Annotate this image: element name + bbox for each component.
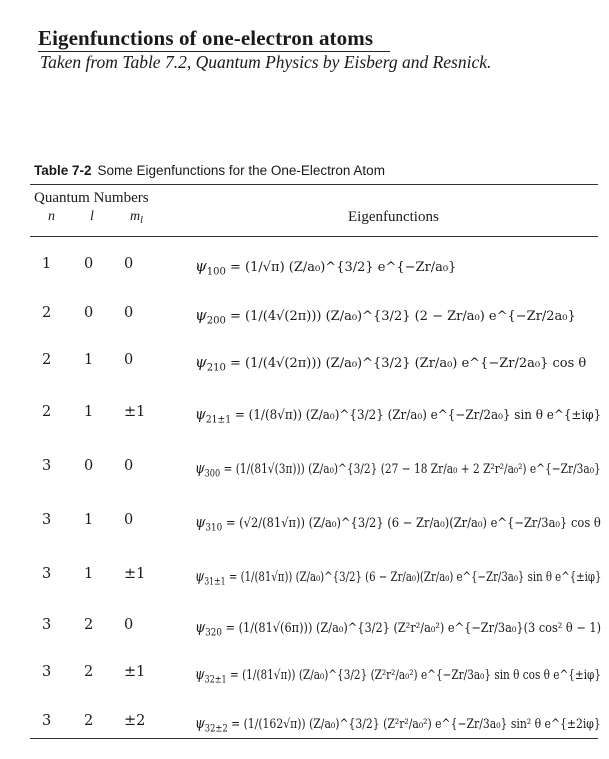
cell-ml: 0 xyxy=(124,617,134,633)
eigenfunction-formula xyxy=(195,567,601,588)
eigenfunction-formula xyxy=(195,353,586,374)
psi-symbol: ψ xyxy=(195,665,205,683)
psi-symbol: ψ xyxy=(195,618,206,636)
psi-subscript: 100 xyxy=(206,266,226,278)
column-header-m: m xyxy=(130,209,141,224)
table-bottom-rule xyxy=(30,738,598,739)
formula-expression: = (1/(4√(2π))) (Z/a₀)^{3/2} (2 − Zr/a₀) e^{−Zr/2a₀} xyxy=(230,309,576,324)
cell-l: 2 xyxy=(84,664,94,680)
eigenfunction-formula xyxy=(195,513,601,534)
cell-ml: 0 xyxy=(124,352,134,368)
psi-symbol: ψ xyxy=(195,513,206,531)
quantum-numbers-header: Quantum Numbers xyxy=(34,190,149,206)
formula-expression: = (1/(81√(6π))) (Z/a₀)^{3/2} (Z²r²/a₀²) e^{−Zr/3a₀}(3 cos² θ − 1) xyxy=(225,621,602,636)
psi-subscript: 32±2 xyxy=(204,723,228,735)
psi-subscript: 300 xyxy=(204,468,221,480)
cell-n: 3 xyxy=(42,512,52,528)
cell-n: 2 xyxy=(42,352,52,368)
formula-expression: = (1/(8√π)) (Z/a₀)^{3/2} (Zr/a₀) e^{−Zr/2a₀} sin θ e^{±iφ} xyxy=(234,408,602,423)
column-header-eigenfunctions: Eigenfunctions xyxy=(348,209,439,225)
cell-l: 1 xyxy=(84,512,94,528)
eigenfunction-formula xyxy=(195,714,601,735)
cell-l: 1 xyxy=(84,404,94,420)
psi-subscript: 320 xyxy=(205,627,222,639)
psi-subscript: 21±1 xyxy=(205,414,232,426)
cell-n: 3 xyxy=(42,617,52,633)
eigenfunction-formula xyxy=(195,257,456,278)
cell-ml: 0 xyxy=(124,458,134,474)
cell-ml: 0 xyxy=(124,512,134,528)
cell-l: 0 xyxy=(84,305,94,321)
psi-symbol: ψ xyxy=(195,306,207,324)
eigenfunction-formula xyxy=(195,618,601,639)
cell-l: 0 xyxy=(84,458,94,474)
formula-expression: = (1/(81√π)) (Z/a₀)^{3/2} (6 − Zr/a₀)(Zr/a₀) e^{−Zr/3a₀} sin θ e^{±iφ} xyxy=(228,570,602,585)
cell-n: 3 xyxy=(42,458,52,474)
cell-ml: 0 xyxy=(124,305,134,321)
cell-ml: 0 xyxy=(124,256,134,272)
table-top-rule xyxy=(30,184,598,185)
psi-subscript: 310 xyxy=(205,522,223,534)
eigenfunction-formula xyxy=(195,405,601,426)
cell-l: 2 xyxy=(84,617,94,633)
psi-symbol: ψ xyxy=(195,714,205,732)
cell-ml: ±1 xyxy=(124,404,146,420)
cell-n: 3 xyxy=(42,566,52,582)
table-caption-text: Some Eigenfunctions for the One-Electron Atom xyxy=(97,163,385,178)
cell-ml: ±1 xyxy=(124,566,146,582)
psi-symbol: ψ xyxy=(195,567,205,585)
cell-l: 1 xyxy=(84,566,94,582)
cell-n: 2 xyxy=(42,305,52,321)
cell-n: 1 xyxy=(42,256,52,272)
psi-subscript: 200 xyxy=(206,315,226,327)
cell-ml: ±2 xyxy=(124,713,146,729)
formula-expression: = (1/√π) (Z/a₀)^{3/2} e^{−Zr/a₀} xyxy=(230,260,457,275)
cell-n: 3 xyxy=(42,713,52,729)
formula-expression: = (√2/(81√π)) (Z/a₀)^{3/2} (6 − Zr/a₀)(Zr/a₀) e^{−Zr/3a₀} cos θ xyxy=(225,516,601,531)
psi-symbol: ψ xyxy=(195,257,207,275)
formula-expression: = (1/(162√π)) (Z/a₀)^{3/2} (Z²r²/a₀²) e^{−Zr/3a₀} sin² θ e^{±2iφ} xyxy=(231,717,601,732)
table-number: Table 7-2 xyxy=(34,163,92,178)
page-title: Eigenfunctions of one-electron atoms xyxy=(38,26,374,50)
eigenfunction-formula xyxy=(195,665,601,686)
table-header-rule xyxy=(30,236,598,237)
source-citation: Taken from Table 7.2, Quantum Physics by Eisberg and Resnick. xyxy=(40,52,492,72)
eigenfunction-formula xyxy=(195,306,576,327)
cell-l: 1 xyxy=(84,352,94,368)
column-header-m-sub: l xyxy=(140,215,143,226)
cell-n: 3 xyxy=(42,664,52,680)
column-header-n: n xyxy=(48,209,55,224)
psi-symbol: ψ xyxy=(195,405,206,423)
eigenfunction-formula xyxy=(195,459,601,480)
cell-ml: ±1 xyxy=(124,664,146,680)
cell-n: 2 xyxy=(42,404,52,420)
psi-symbol: ψ xyxy=(195,459,205,477)
cell-l: 0 xyxy=(84,256,94,272)
table-caption xyxy=(34,163,385,178)
formula-expression: = (1/(81√π)) (Z/a₀)^{3/2} (Z²r²/a₀²) e^{−Zr/3a₀} sin θ cos θ e^{±iφ} xyxy=(229,668,602,683)
cell-l: 2 xyxy=(84,713,94,729)
psi-subscript: 32±1 xyxy=(204,674,227,686)
column-header-l: l xyxy=(90,209,94,224)
formula-expression: = (1/(81√(3π))) (Z/a₀)^{3/2} (27 − 18 Zr/a₀ + 2 Z²r²/a₀²) e^{−Zr/3a₀} xyxy=(223,462,601,477)
formula-expression: = (1/(4√(2π))) (Z/a₀)^{3/2} (Zr/a₀) e^{−Zr/2a₀} cos θ xyxy=(230,356,587,371)
psi-subscript: 210 xyxy=(206,362,226,374)
psi-symbol: ψ xyxy=(195,353,207,371)
column-header-ml xyxy=(130,209,143,226)
psi-subscript: 31±1 xyxy=(204,576,226,588)
